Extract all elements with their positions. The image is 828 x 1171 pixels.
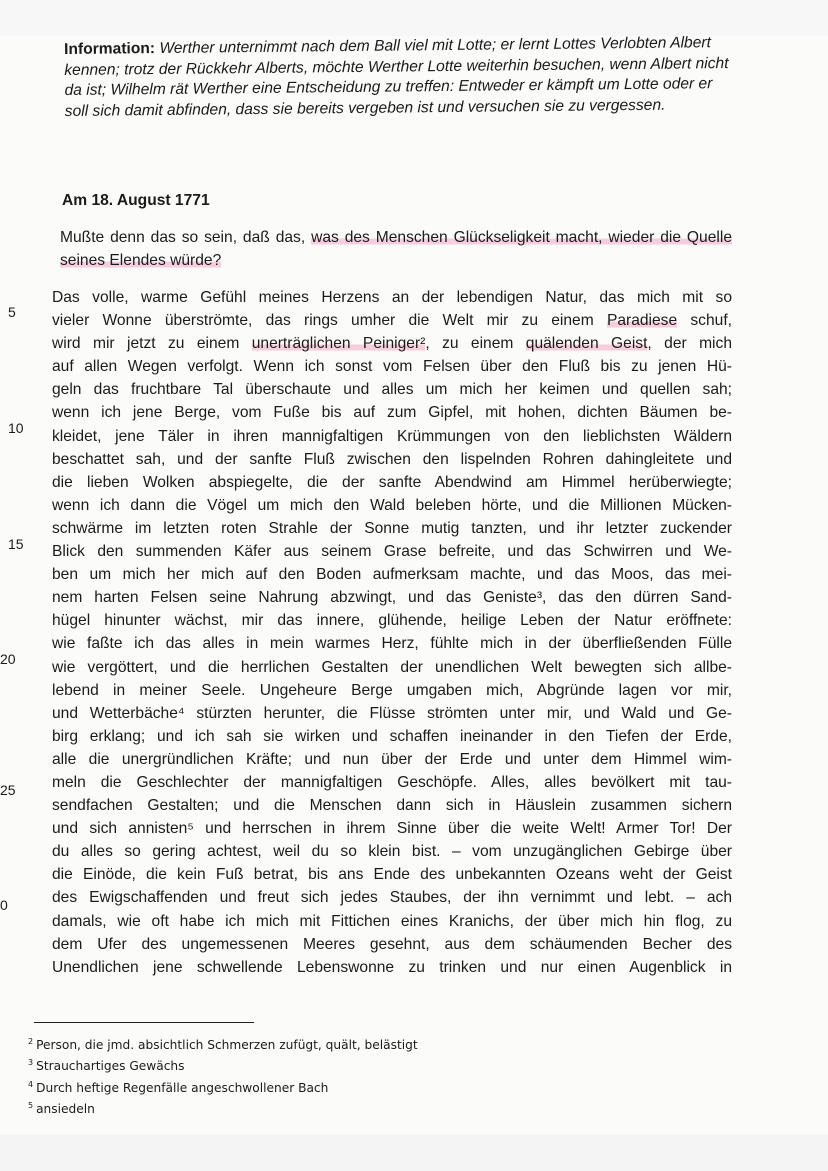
letter-body [52, 286, 732, 979]
intro-plain: Mußte denn das so sein, daß das, [60, 229, 312, 246]
body-line: hügel hinunter wächst, mir das innere, glühende, heilige Leben der Natur eröffnete: [52, 612, 732, 630]
body-line: auf allen Wegen verfolgt. Wenn ich sonst vom Felsen über den Fluß bis zu jenen Hü- [52, 358, 732, 376]
body-line: lebend in meiner Seele. Ungeheure Berge umgaben mich, Abgründe lagen vor mir, [52, 681, 732, 699]
line-number-25: 25 [0, 782, 16, 798]
footnote-number: 3 [28, 1058, 34, 1068]
body-line: dem Ufer des ungemessenen Meeres gesehnt, aus dem schäumenden Becher des [52, 935, 732, 953]
body-line: beschattet sah, und der sanfte Fluß zwischen den lispelnden Rohren dahingleitete und [52, 450, 732, 468]
body-line: wie faßte ich das alles in mein warmes Herz, fühlte mich in der überfließenden Fülle [52, 635, 732, 653]
footnotes [28, 1033, 528, 1119]
letter-date-heading: Am 18. August 1771 [62, 192, 210, 209]
line-number-15: 15 [8, 536, 24, 552]
body-line: die lieben Wolken abspiegelte, die der sanfte Abendwind am Himmel herüberwiegte; [52, 473, 732, 491]
body-line: damals, wie oft habe ich mich mit Fittichen eines Kranichs, der über mich hin flog, zu [52, 912, 732, 930]
body-line: und Wetterbäche⁴ stürzten herunter, die Flüsse strömten unter mir, und Wald und Ge- [52, 704, 732, 722]
body-line: vieler Wonne überströmte, das rings umher die Welt mir zu einem Paradiese schuf, [52, 312, 732, 330]
body-line: kleidet, jene Täler in ihren mannigfaltigen Krümmungen von den lieblichsten Wäldern [52, 427, 732, 445]
document-page [0, 36, 828, 1135]
footnote-number: 5 [28, 1101, 34, 1111]
body-line: meln die Geschlechter der mannigfaltigen Geschöpfe. Alles, alles bevölkert mit tau- [52, 773, 732, 791]
body-line: des Ewigschaffenden und freut sich jedes Staubes, der ihn vernimmt und lebt. – ach [52, 889, 732, 907]
body-line: die Einöde, die kein Fuß betrat, bis ans Ende des unbekannten Ozeans weht der Geist [52, 866, 732, 884]
line-number-20: 20 [0, 651, 16, 667]
body-line: Unendlichen jene schwellende Lebenswonne zu trinken und nur einen Augenblick in [52, 958, 732, 976]
body-line: wird mir jetzt zu einem unerträglichen Peiniger², zu einem quälenden Geist, der mich [52, 335, 732, 353]
information-label: Information: [64, 40, 156, 58]
body-line: birg erklang; und ich sah sie wirken und schaffen ineinander in den Tiefen der Erde, [52, 727, 732, 745]
footnote-text: ansiedeln [36, 1102, 95, 1117]
line-number-10: 10 [8, 420, 24, 436]
body-line: Das volle, warme Gefühl meines Herzens an der lebendigen Natur, das mich mit so [52, 289, 732, 306]
information-box [64, 33, 733, 122]
body-line: Blick den summenden Käfer aus seinem Grase befreite, und das Schwirren und We- [52, 543, 732, 561]
footnote-item [28, 1097, 528, 1118]
line-number-5: 5 [8, 304, 16, 320]
footnote-item [28, 1033, 528, 1054]
footnote-text: Person, die jmd. absichtlich Schmerzen zufügt, quält, belästigt [36, 1038, 418, 1053]
body-line: geln das fruchtbare Tal überschaute und alles um mich her keimen und quellen sah; [52, 381, 732, 399]
footnote-item [28, 1076, 528, 1097]
body-line: und sich annisten⁵ und herrschen in ihrem Sinne über die weite Welt! Armer Tor! Der [52, 820, 732, 838]
body-line: nem harten Felsen seine Nahrung abzwingt, und das Geniste³, das den dürren Sand- [52, 589, 732, 607]
body-line: wenn ich dann die Vögel um mich den Wald beleben hörte, und die Millionen Mücken- [52, 496, 732, 514]
footnote-item [28, 1054, 528, 1075]
body-line: wenn ich jene Berge, vom Fuße bis auf zum Gipfel, mit hohen, dichten Bäumen be- [52, 404, 732, 422]
body-line: schwärme im letzten roten Strahle der Sonne mutig tanzten, und ihr letzter zuckender [52, 519, 732, 537]
footnote-text: Durch heftige Regenfälle angeschwollener Bach [36, 1081, 329, 1095]
footnote-text: Strauchartiges Gewächs [36, 1059, 185, 1074]
body-line: alle die unergründlichen Kräfte; und nun über der Erde und unter dem Himmel wim- [52, 750, 732, 768]
intro-highlighted: was des Menschen Glückseligkeit macht, wieder die Quelle seines Elendes würde? [60, 229, 732, 269]
footnote-number: 2 [28, 1037, 34, 1046]
bottom-margin [0, 1135, 828, 1171]
line-number-30: 0 [0, 897, 8, 913]
footnote-divider [34, 1022, 254, 1023]
footnote-number: 4 [28, 1079, 34, 1089]
body-line: wie vergöttert, und die herrlichen Gestalten der unendlichen Welt bewegten sich allbe- [52, 658, 732, 676]
body-line: ben um mich her mich auf den Boden aufmerksam machte, und das Moos, das mei- [52, 566, 732, 584]
information-text: Werther unternimmt nach dem Ball viel mit Lotte; er lernt Lottes Verlobten Albert kennen; trotz der Rückkehr Alberts, möchte Werther Lotte weiterhin besuchen, wenn Albert nicht da ist; Wilhelm rät Werther eine Entscheidung zu treffen: Entweder er kämpft um Lotte oder er soll sich damit abfinden, dass sie bereits vergeben ist und versuchen sie zu vergessen. [64, 34, 729, 120]
top-margin [0, 0, 828, 36]
body-line: sendfachen Gestalten; und die Menschen dann sich in Häuslein zusammen sichern [52, 797, 732, 815]
intro-question [60, 226, 732, 272]
body-line: du alles so gering achtest, weil du so klein bist. – vom unzugänglichen Gebirge über [52, 843, 732, 861]
